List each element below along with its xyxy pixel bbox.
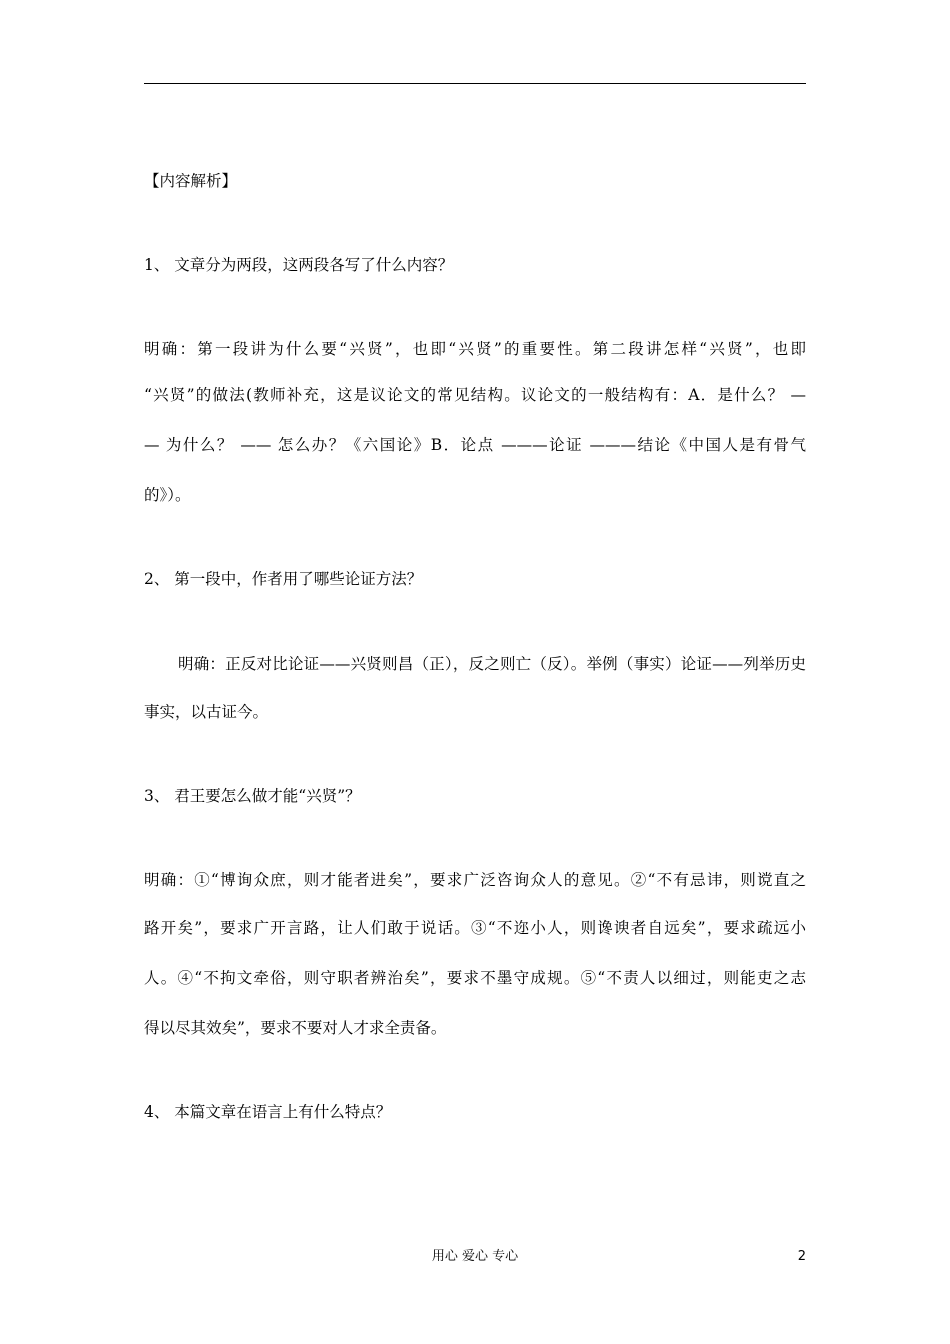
footer-slogan: 用心 爱心 专心 — [431, 1249, 519, 1264]
section-heading: 【内容解析】 — [144, 172, 238, 190]
header-rule — [144, 83, 806, 84]
question-2: 2、 第一段中，作者用了哪些论证方法？ — [144, 570, 423, 588]
question-1: 1、 文章分为两段，这两段各写了什么内容？ — [144, 256, 454, 274]
answer-1-line-2: “兴贤”的做法(教师补充，这是议论文的常见结构。议论文的一般结构有：A．是什么？ — — [144, 386, 806, 404]
page-number: 2 — [797, 1249, 806, 1264]
question-3: 3、 君王要怎么做才能“兴贤”？ — [144, 787, 361, 805]
answer-2-line-1: 明确：正反对比论证——兴贤则昌（正），反之则亡（反）。举例（事实）论证——列举历史 — [178, 655, 806, 673]
answer-1-line-4: 的》）。 — [144, 486, 191, 504]
answer-3-line-1: 明确：①“博询众庶，则才能者进矣”，要求广泛咨询众人的意见。②“不有忌讳，则谠直之 — [144, 871, 806, 889]
answer-3-line-3: 人。④“不拘文牵俗，则守职者辨治矣”，要求不墨守成规。⑤“不责人以细过，则能吏之志 — [144, 969, 806, 987]
question-4: 4、 本篇文章在语言上有什么特点？ — [144, 1103, 392, 1121]
answer-3-line-4: 得以尽其效矣”，要求不要对人才求全责备。 — [144, 1019, 447, 1037]
answer-2-line-2: 事实，以古证今。 — [144, 703, 269, 721]
answer-1-line-1: 明确：第一段讲为什么要“兴贤”，也即“兴贤”的重要性。第二段讲怎样“兴贤”，也即 — [144, 340, 806, 358]
answer-1-line-3: — 为什么？ —— 怎么办？《六国论》B．论点 ———论证 ———结论《中国人是有骨气 — [144, 436, 806, 454]
answer-3-line-2: 路开矣”，要求广开言路，让人们敢于说话。③“不迩小人，则谗谀者自远矣”，要求疏远小 — [144, 919, 806, 937]
